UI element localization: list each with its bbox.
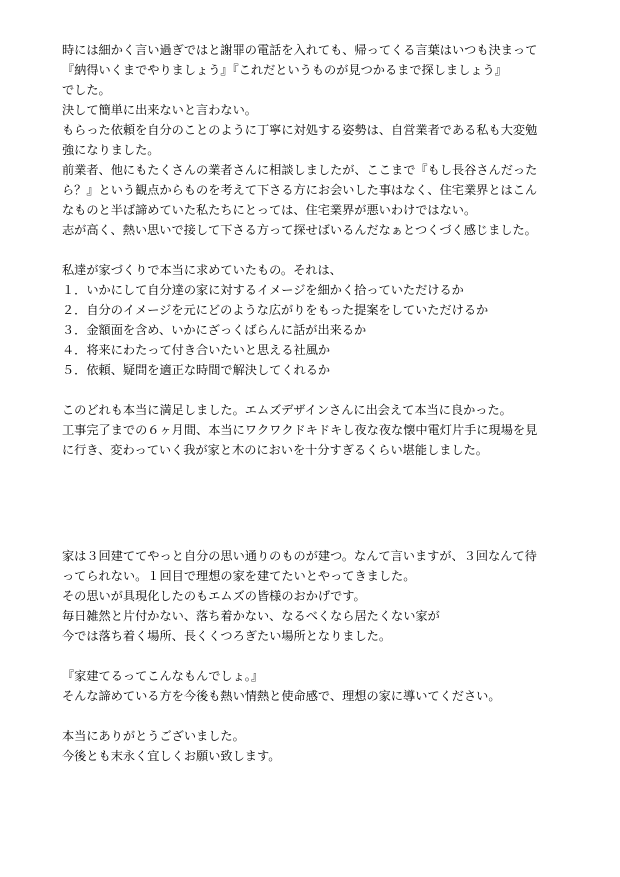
text-line: もらった依頼を自分のことのように丁寧に対処する姿勢は、自営業者である私も大変勉 xyxy=(62,123,538,137)
text-line: 家は３回建ててやっと自分の思い通りのものが建つ。なんて言いますが、３回なんて待 xyxy=(62,549,537,563)
paragraph-feedback xyxy=(62,40,562,240)
text-line: 本当にありがとうございました。 xyxy=(62,729,245,743)
text-line: 今後とも末永く宜しくお願い致します。 xyxy=(62,749,281,763)
text-line: 『納得いくまでやりましょう』『これだというものが見つかるまで探しましょう』 xyxy=(62,63,507,77)
text-line: 工事完了までの６ヶ月間、本当にワクワクドキドキし夜な夜な懐中電灯片手に現場を見 xyxy=(62,423,538,437)
text-line: 今では落ち着く場所、長くくつろぎたい場所となりました。 xyxy=(62,629,392,643)
paragraph-ideal-home xyxy=(62,546,562,646)
text-line: 志が高く、熱い思いで接して下さる方って探せばいるんだなぁとつくづく感じました。 xyxy=(62,223,537,237)
text-line: 強になりました。 xyxy=(62,143,160,157)
section-gap xyxy=(62,460,562,546)
text-line: その思いが具現化したのもエムズの皆様のおかげです。 xyxy=(62,589,366,603)
paragraph-satisfaction xyxy=(62,400,562,460)
paragraph-message xyxy=(62,666,562,706)
text-line: 前業者、他にもたくさんの業者さんに相談しましたが、ここまで『もし長谷さんだった xyxy=(62,163,538,177)
list-item: ４．将来にわたって付き合いたいと思える社風か xyxy=(62,343,331,357)
list-item: ２．自分のイメージを元にどのような広がりをもった提案をしていただけるか xyxy=(62,303,489,317)
text-line: でした。 xyxy=(62,83,111,97)
paragraph-requirements xyxy=(62,260,562,380)
text-line: ってられない。１回目で理想の家を建てたいとやってきました。 xyxy=(62,569,416,583)
paragraph-closing xyxy=(62,726,562,766)
text-line: 『家建てるってこんなもんでしょ。』 xyxy=(62,669,264,683)
text-line: 時には細かく言い過ぎではと謝罪の電話を入れても、帰ってくる言葉はいつも決まって xyxy=(62,43,538,57)
text-line: ら？』という観点からものを考えて下さる方にお会いした事はなく、住宅業界とはこん xyxy=(62,183,538,197)
blank-line xyxy=(62,646,562,666)
blank-line xyxy=(62,380,562,400)
text-line: なものと半ば諦めていた私たちにとっては、住宅業界が悪いわけではない。 xyxy=(62,203,477,217)
list-item: ３．金額面を含め、いかにざっくばらんに話が出来るか xyxy=(62,323,367,337)
text-line: このどれも本当に満足しました。エムズデザインさんに出会えて本当に良かった。 xyxy=(62,403,512,417)
text-line: 決して簡単に出来ないと言わない。 xyxy=(62,103,257,117)
text-line: 毎日雑然と片付かない、落ち着かない、なるべくなら居たくない家が xyxy=(62,609,440,623)
document-body xyxy=(62,40,562,766)
list-item: １．いかにして自分達の家に対するイメージを細かく拾っていただけるか xyxy=(62,283,464,297)
blank-line xyxy=(62,706,562,726)
list-item: ５．依頼、疑問を適正な時間で解決してくれるか xyxy=(62,363,331,377)
requirements-intro: 私達が家づくりで本当に求めていたもの。それは、 xyxy=(62,263,342,277)
text-line: に行き、変わっていく我が家と木のにおいを十分すぎるくらい堪能しました。 xyxy=(62,443,488,457)
blank-line xyxy=(62,240,562,260)
text-line: そんな諦めている方を今後も熱い情熱と使命感で、理想の家に導いてください。 xyxy=(62,689,501,703)
